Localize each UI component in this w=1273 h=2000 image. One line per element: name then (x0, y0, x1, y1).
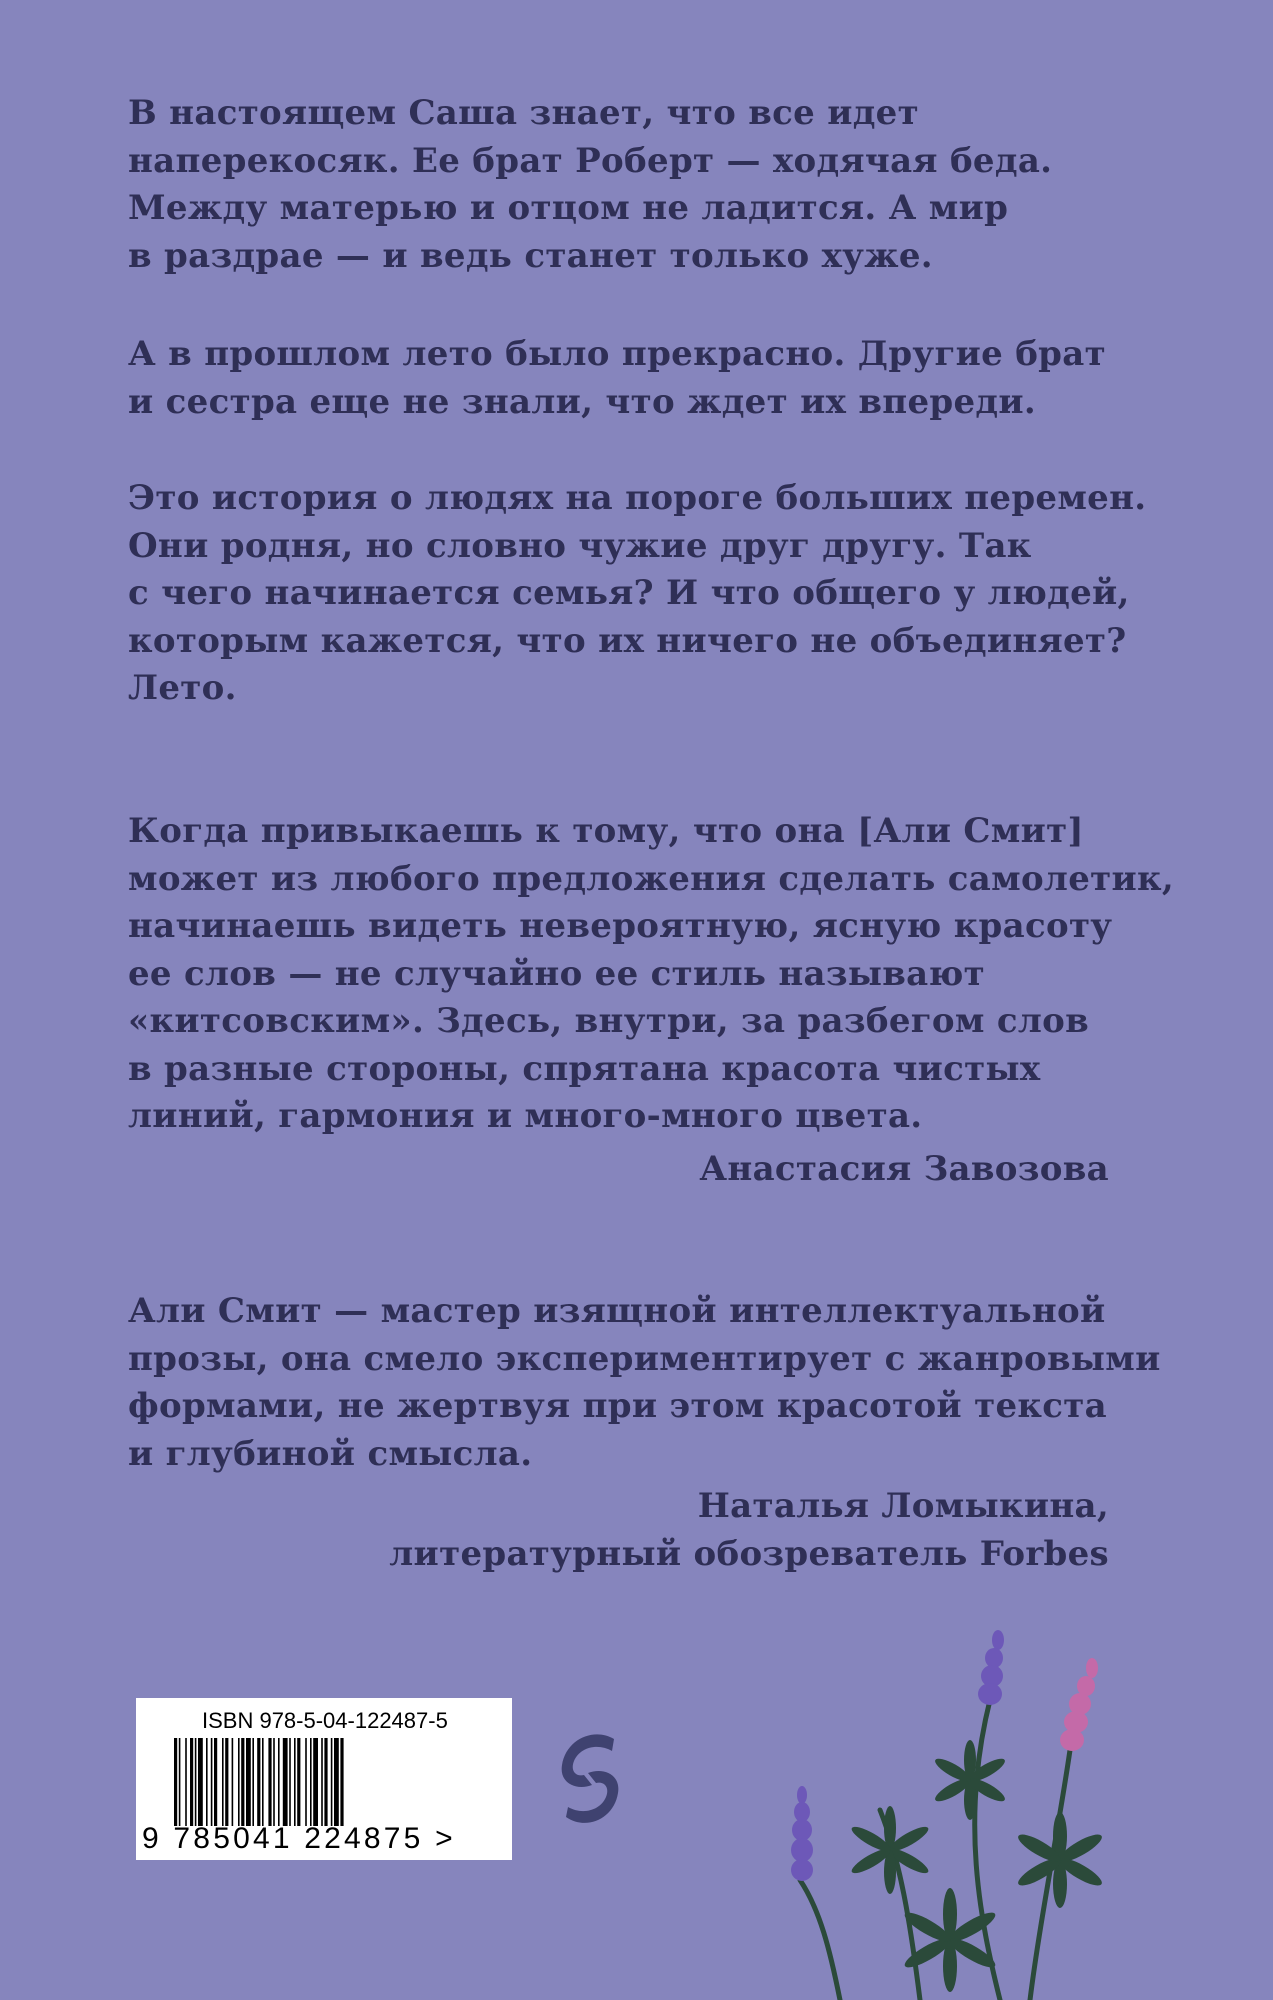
barcode-bar (340, 1738, 343, 1826)
barcode-bar (198, 1738, 203, 1826)
text-line: линий, гармония и много-много цвета. (128, 1096, 923, 1136)
quote-2-author-title: литературный обозреватель Forbes (389, 1533, 1109, 1574)
text-line: формами, не жертвуя при этом красотой текста (128, 1386, 1107, 1426)
barcode-bar (324, 1738, 327, 1826)
text-line: которым кажется, что их ничего не объединяет? (128, 620, 1127, 661)
text-line: В настоящем Саша знает, что все идет (128, 93, 919, 133)
barcode-bar (262, 1738, 264, 1826)
isbn-barcode (136, 1698, 512, 1860)
text-line: ее слов — не случайно ее стиль называют (128, 953, 986, 994)
blurb-paragraph-1 (128, 90, 1128, 280)
barcode-bar (241, 1738, 244, 1826)
barcode-bar (211, 1738, 213, 1826)
text-line: Это история о людях на пороге больших перемен. (128, 478, 1147, 518)
barcode-bars (174, 1738, 474, 1826)
text-line: начинаешь видеть невероятную, ясную красоту (128, 906, 1113, 946)
barcode-bar (174, 1738, 177, 1826)
blurb-paragraph-2 (128, 331, 1128, 426)
barcode-bar (190, 1738, 193, 1826)
barcode-bar (225, 1738, 228, 1826)
blurb-paragraph-3 (128, 475, 1147, 713)
barcode-bar (268, 1738, 271, 1826)
barcode-bar (334, 1738, 339, 1826)
text-line: А в прошлом лето было прекрасно. Другие брат (128, 334, 1106, 374)
text-line: и глубиной смысла. (128, 1433, 533, 1474)
quote-2-attribution (389, 1483, 1109, 1578)
review-quote-1 (128, 808, 1175, 1141)
barcode-bar (206, 1738, 208, 1826)
publisher-logo-icon (554, 1725, 626, 1835)
barcode-bar (331, 1738, 333, 1826)
barcode-bar (238, 1738, 240, 1826)
barcode-bar (313, 1738, 318, 1826)
text-line: в разные стороны, спрятана красота чистых (128, 1048, 1041, 1089)
barcode-bar (273, 1738, 275, 1826)
barcode-bar (222, 1738, 224, 1826)
text-line: наперекосяк. Ее брат Роберт — ходячая беда. (128, 140, 1053, 181)
text-line: может из любого предложения сделать самолетик, (128, 858, 1175, 899)
barcode-bar (179, 1738, 181, 1826)
text-line: и сестра еще не знали, что ждет их впереди. (128, 381, 1037, 422)
barcode-bar (232, 1738, 234, 1826)
barcode-bar (278, 1738, 280, 1826)
barcode-bar (214, 1738, 217, 1826)
barcode-bar (310, 1738, 312, 1826)
barcode-bar (257, 1738, 260, 1826)
text-line: в раздрае — и ведь станет только хуже. (128, 235, 933, 276)
barcode-bar (297, 1738, 300, 1826)
lupine-flower-illustration-icon (740, 1620, 1140, 2000)
barcode-bar (289, 1738, 291, 1826)
text-line: Али Смит — мастер изящной интеллектуальной (128, 1291, 1106, 1331)
barcode-bar (195, 1738, 197, 1826)
text-line: Между матерью и отцом не ладится. А мир (128, 188, 1009, 228)
barcode-bar (321, 1738, 323, 1826)
text-line: прозы, она смело экспериментирует с жанровыми (128, 1338, 1161, 1379)
text-line: Они родня, но словно чужие друг другу. Так (128, 525, 1032, 566)
text-line: Лето. (128, 668, 237, 708)
quote-1-author: Анастасия Завозова (699, 1149, 1109, 1189)
review-quote-2 (128, 1288, 1161, 1478)
barcode-bar (252, 1738, 254, 1826)
barcode-bar (246, 1738, 251, 1826)
text-line: Когда привыкаешь к тому, что она [Али Смит] (128, 811, 1084, 851)
barcode-bar (294, 1738, 296, 1826)
barcode-bar (185, 1738, 187, 1826)
quote-2-author: Наталья Ломыкина, (697, 1486, 1109, 1526)
barcode-bar (283, 1738, 288, 1826)
isbn-digits: 9 785041 224875 > (142, 1822, 456, 1855)
text-line: с чего начинается семья? И что общего у людей, (128, 573, 1130, 613)
text-line: «китсовским». Здесь, внутри, за разбегом слов (128, 1001, 1090, 1041)
isbn-label: ISBN 978-5-04-122487-5 (202, 1708, 448, 1733)
barcode-bar (305, 1738, 307, 1826)
